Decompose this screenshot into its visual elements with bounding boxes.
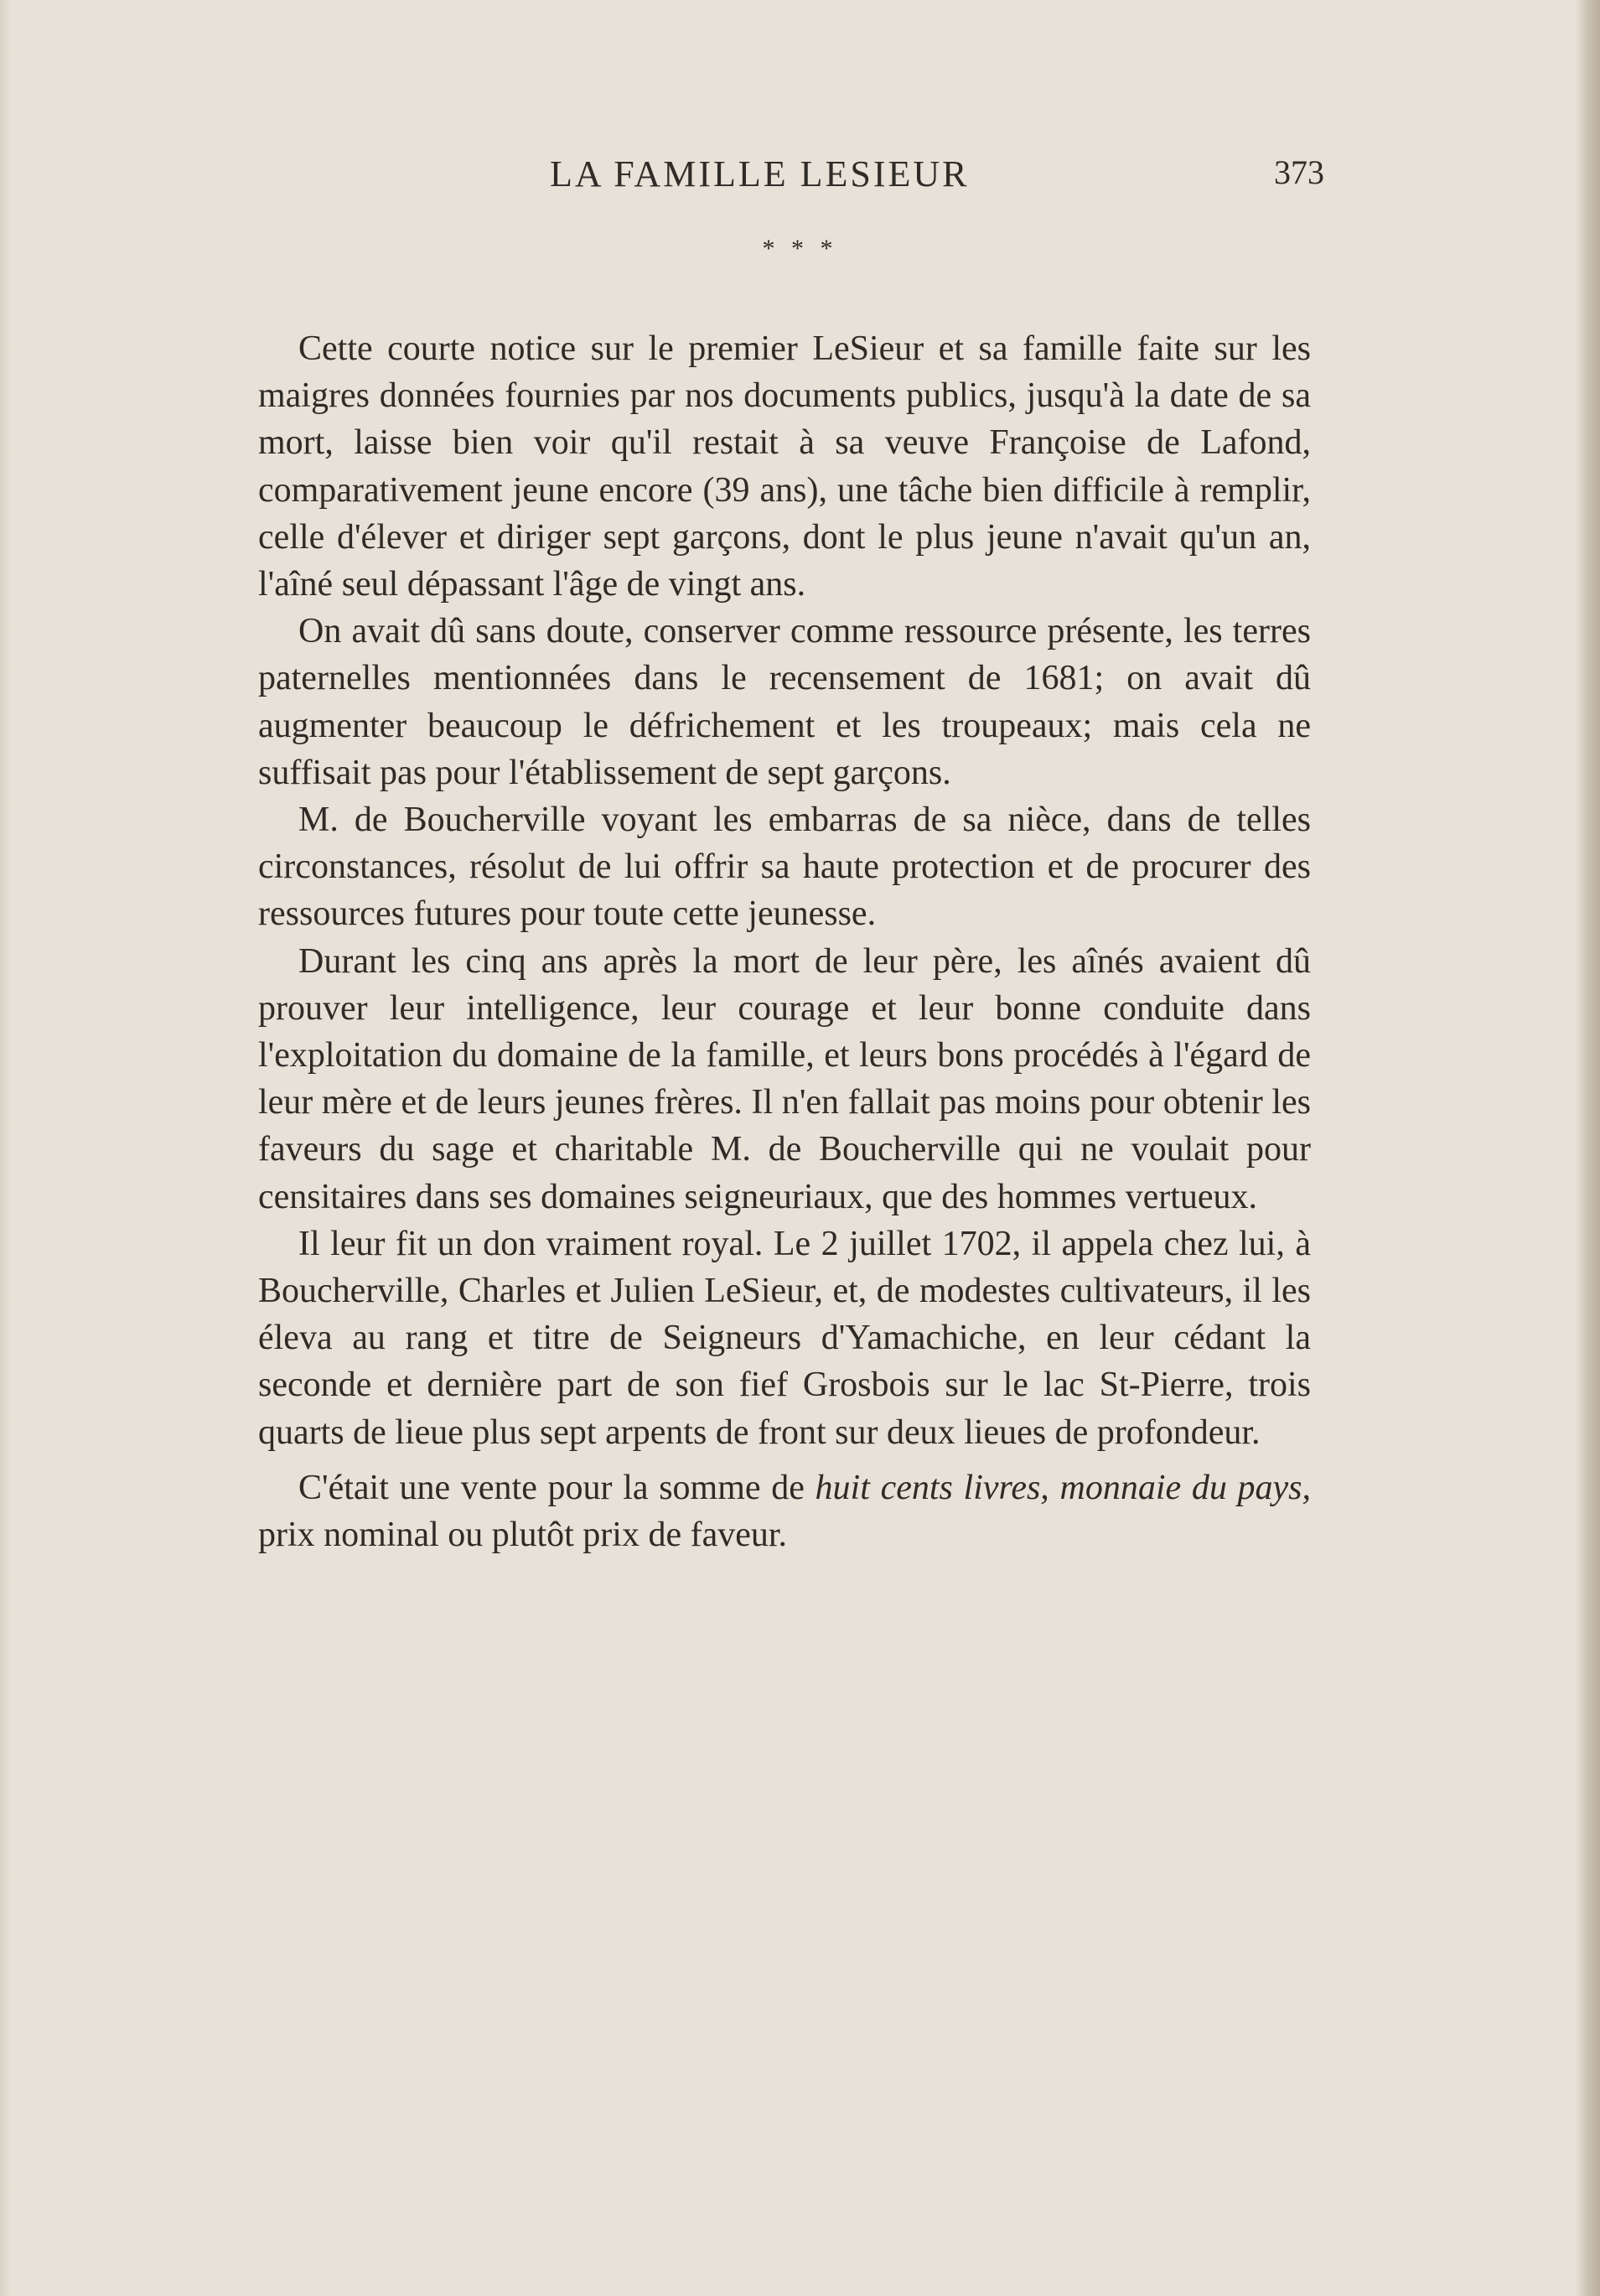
- final-text-end: prix nominal ou plutôt prix de faveur.: [258, 1516, 788, 1555]
- body-text: [258, 325, 1311, 1558]
- paragraph: On avait dû sans doute, conserver comme ressource présente, les terres paternelles mentionnées dans le recensement de 1681; on avait dû augmenter beaucoup le défrichement et les troupeaux; mais cela ne suffisait pas pour l'établissement de sept garçons.: [258, 612, 1311, 792]
- paragraph: M. de Boucherville voyant les embarras de sa nièce, dans de telles circonstances, résolut de lui offrir sa haute protection et de procurer des ressources futures pour toute cette jeunesse.: [258, 801, 1311, 934]
- section-ornament: * * *: [762, 235, 838, 262]
- final-text-start: C'était une vente pour la somme de: [298, 1468, 816, 1507]
- paragraph-final: [258, 1464, 1311, 1558]
- page-number: 373: [1274, 153, 1324, 191]
- page-left-edge: [0, 0, 12, 2296]
- paragraph: Cette courte notice sur le premier LeSieur et sa famille faite sur les maigres données fournies par nos documents publics, jusqu'à la date de sa mort, laisse bien voir qu'il restait à sa veuve Françoise de Lafond, comparativement jeune encore (39 ans), une tâche bien difficile à remplir, celle d'élever et diriger sept garçons, dont le plus jeune n'avait qu'un an, l'aîné seul dépassant l'âge de vingt ans.: [258, 329, 1311, 604]
- page-right-edge: [1575, 0, 1600, 2296]
- running-title: LA FAMILLE LESIEUR: [550, 153, 970, 194]
- paragraph: Durant les cinq ans après la mort de leur père, les aînés avaient dû prouver leur intelligence, leur courage et leur bonne conduite dans l'exploitation du domaine de la famille, et leurs bons procédés à l'égard de leur mère et de leurs jeunes frères. Il n'en fallait pas moins pour obtenir les faveurs du sage et charitable M. de Boucherville qui ne voulait pour censitaires dans ses domaines seigneuriaux, que des hommes vertueux.: [258, 941, 1311, 1216]
- paragraph: Il leur fit un don vraiment royal. Le 2 juillet 1702, il appela chez lui, à Boucherville, Charles et Julien LeSieur, et, de modestes cultivateurs, il les éleva au rang et titre de Seigneurs d'Yamachiche, en leur cédant la seconde et dernière part de son fief Grosbois sur le lac St-Pierre, trois quarts de lieue plus sept arpents de front sur deux lieues de profondeur.: [258, 1224, 1311, 1452]
- italic-price: huit cents livres, monnaie du pays,: [815, 1468, 1311, 1507]
- page-header: [265, 153, 1324, 203]
